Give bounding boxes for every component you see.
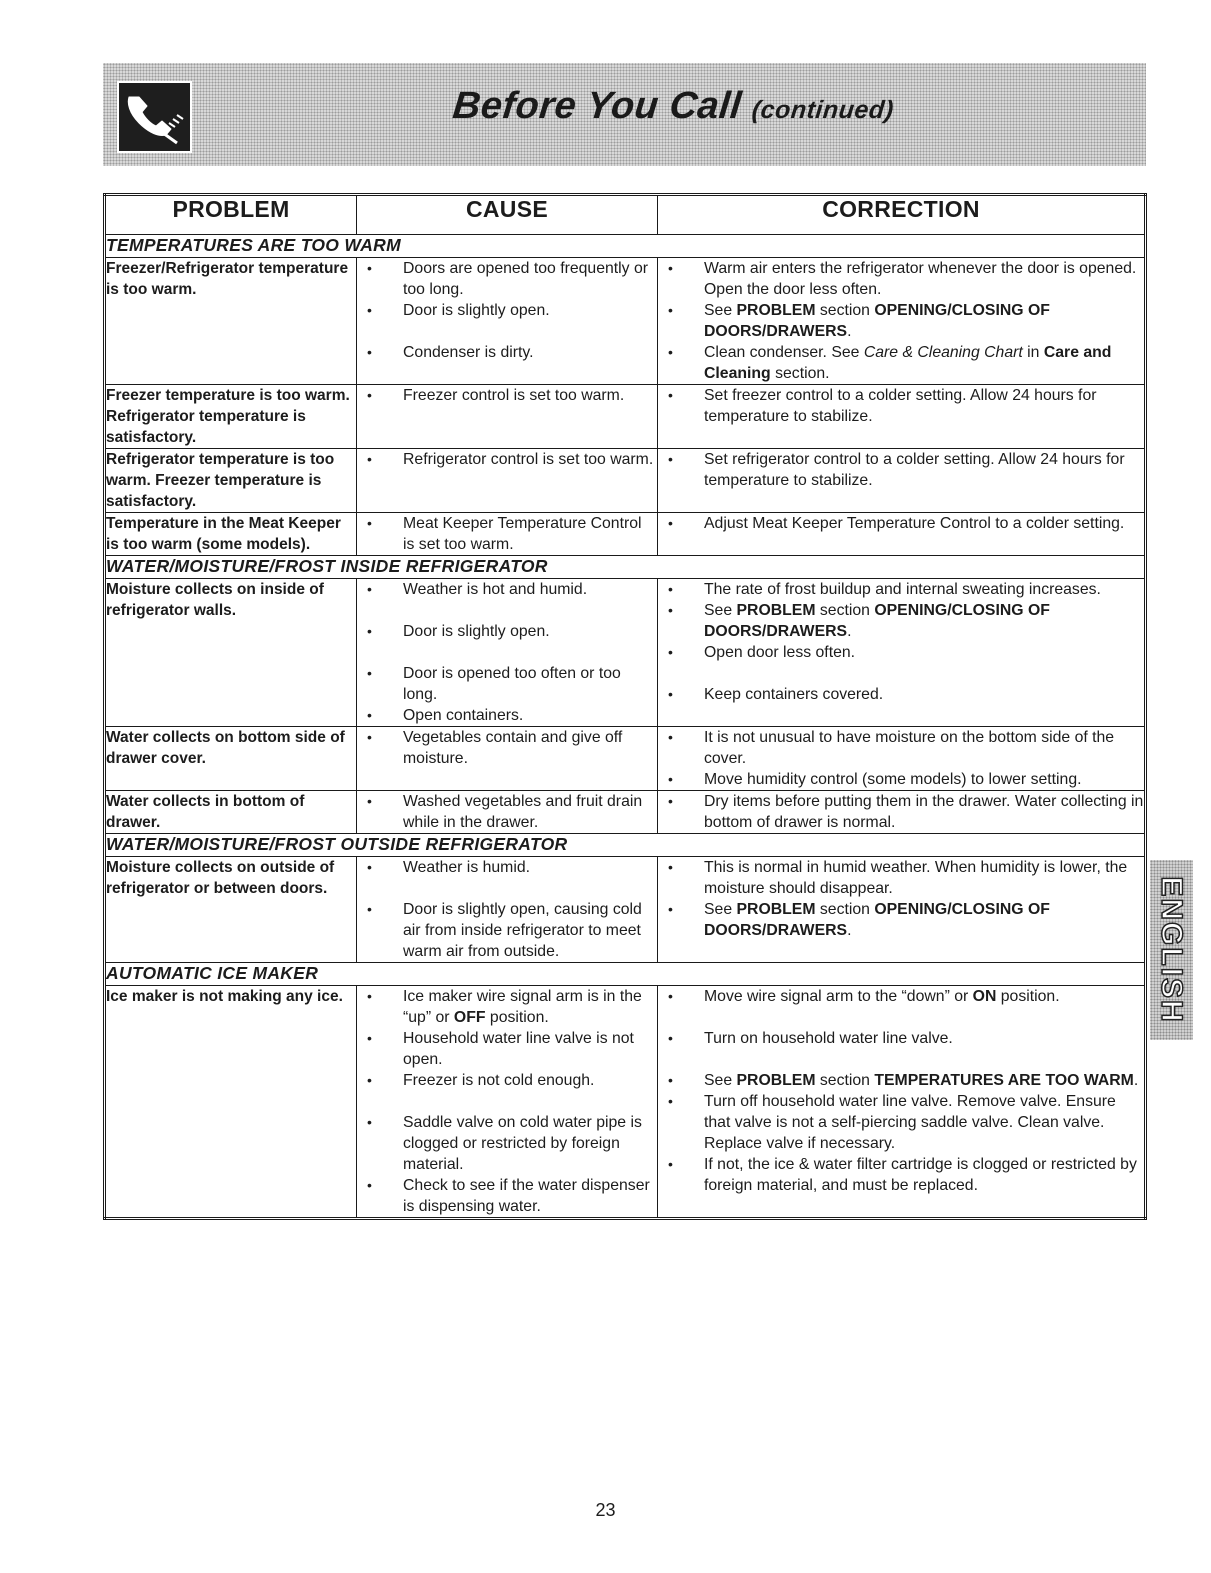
correction-item: • Adjust Meat Keeper Temperature Control to a colder setting. [658, 513, 1144, 534]
language-tab-label: ENGLISH [1155, 876, 1188, 1024]
table-row [105, 385, 1146, 449]
correction-item: • Move humidity control (some models) to lower setting. [658, 769, 1144, 790]
correction-item: • Set refrigerator control to a colder setting. Allow 24 hours for temperature to stabilize. [658, 449, 1144, 491]
cause-cell [357, 258, 658, 385]
correction-item: • Dry items before putting them in the drawer. Water collecting in bottom of drawer is normal. [658, 791, 1144, 833]
cause-item: • Condenser is dirty. [357, 342, 657, 363]
cause-cell [357, 579, 658, 727]
cause-item: • Check to see if the water dispenser is dispensing water. [357, 1175, 657, 1217]
cause-cell [357, 727, 658, 791]
problem-cell: Temperature in the Meat Keeper is too warm (some models). [105, 513, 357, 556]
cause-cell [357, 385, 658, 449]
cause-cell [357, 513, 658, 556]
cause-item: • Freezer control is set too warm. [357, 385, 657, 406]
page-number: 23 [595, 1500, 616, 1520]
column-header-correction: CORRECTION [658, 195, 1146, 235]
cause-item: • Freezer is not cold enough. [357, 1070, 657, 1091]
column-header-problem: PROBLEM [105, 195, 357, 235]
cause-item: • Washed vegetables and fruit drain while in the drawer. [357, 791, 657, 833]
cause-cell [357, 986, 658, 1219]
correction-item: • See PROBLEM section OPENING/CLOSING OF DOORS/DRAWERS. [658, 899, 1144, 941]
cause-item: • Door is slightly open. [357, 300, 657, 321]
problem-cell: Freezer/Refrigerator temperature is too warm. [105, 258, 357, 385]
cause-item: • Door is slightly open. [357, 621, 657, 642]
page-title: Before You Call (continued) [450, 85, 896, 127]
section-title: AUTOMATIC ICE MAKER [105, 963, 1146, 986]
problem-cell: Water collects in bottom of drawer. [105, 791, 357, 834]
table-row [105, 513, 1146, 556]
table-row [105, 727, 1146, 791]
correction-item: • This is normal in humid weather. When humidity is lower, the moisture should disappear. [658, 857, 1144, 899]
correction-item: • If not, the ice & water filter cartridge is clogged or restricted by foreign material, and must be replaced. [658, 1154, 1144, 1196]
correction-item: • It is not unusual to have moisture on the bottom side of the cover. [658, 727, 1144, 769]
correction-cell [658, 579, 1146, 727]
correction-item: • Set freezer control to a colder setting. Allow 24 hours for temperature to stabilize. [658, 385, 1144, 427]
correction-cell [658, 385, 1146, 449]
correction-item: • See PROBLEM section OPENING/CLOSING OF DOORS/DRAWERS. [658, 600, 1144, 642]
correction-item: • Turn on household water line valve. [658, 1028, 1144, 1049]
cause-item: • Refrigerator control is set too warm. [357, 449, 657, 470]
cause-item: • Weather is humid. [357, 857, 657, 878]
correction-item: • The rate of frost buildup and internal sweating increases. [658, 579, 1144, 600]
cause-cell [357, 449, 658, 513]
correction-item: • Warm air enters the refrigerator whenever the door is opened. Open the door less often. [658, 258, 1144, 300]
table-row [105, 579, 1146, 727]
cause-item: • Door is opened too often or too long. [357, 663, 657, 705]
problem-cell: Water collects on bottom side of drawer cover. [105, 727, 357, 791]
cause-item: • Household water line valve is not open. [357, 1028, 657, 1070]
section-row [105, 235, 1146, 258]
problem-cell: Moisture collects on outside of refrigerator or between doors. [105, 857, 357, 963]
correction-item: • See PROBLEM section OPENING/CLOSING OF DOORS/DRAWERS. [658, 300, 1144, 342]
correction-item: • Keep containers covered. [658, 684, 1144, 705]
cause-item: • Vegetables contain and give off moisture. [357, 727, 657, 769]
cause-cell [357, 857, 658, 963]
table-row [105, 258, 1146, 385]
problem-cell: Ice maker is not making any ice. [105, 986, 357, 1219]
problem-cell: Refrigerator temperature is too warm. Freezer temperature is satisfactory. [105, 449, 357, 513]
cause-item: • Saddle valve on cold water pipe is clogged or restricted by foreign material. [357, 1112, 657, 1175]
problem-cell: Moisture collects on inside of refrigerator walls. [105, 579, 357, 727]
telephone-icon [117, 81, 192, 153]
cause-item: • Ice maker wire signal arm is in the “up” or OFF position. [357, 986, 657, 1028]
table-body [105, 235, 1146, 1219]
section-title: WATER/MOISTURE/FROST OUTSIDE REFRIGERATOR [105, 834, 1146, 857]
correction-item: • Clean condenser. See Care & Cleaning Chart in Care and Cleaning section. [658, 342, 1144, 384]
cause-item: • Doors are opened too frequently or too long. [357, 258, 657, 300]
correction-cell [658, 791, 1146, 834]
correction-cell [658, 258, 1146, 385]
correction-item: • Open door less often. [658, 642, 1144, 663]
troubleshooting-table [103, 193, 1147, 1220]
section-title: TEMPERATURES ARE TOO WARM [105, 235, 1146, 258]
problem-cell: Freezer temperature is too warm. Refrigerator temperature is satisfactory. [105, 385, 357, 449]
table-row [105, 791, 1146, 834]
correction-cell [658, 513, 1146, 556]
cause-item: • Door is slightly open, causing cold air from inside refrigerator to meet warm air from outside. [357, 899, 657, 962]
column-header-cause: CAUSE [357, 195, 658, 235]
section-row [105, 556, 1146, 579]
cause-item: • Open containers. [357, 705, 657, 726]
section-row [105, 963, 1146, 986]
table-row [105, 449, 1146, 513]
table-header-row [105, 195, 1146, 235]
cause-item: • Meat Keeper Temperature Control is set too warm. [357, 513, 657, 555]
correction-cell [658, 986, 1146, 1219]
language-tab [1150, 860, 1193, 1040]
section-title: WATER/MOISTURE/FROST INSIDE REFRIGERATOR [105, 556, 1146, 579]
header-banner [103, 63, 1146, 166]
cause-cell [357, 791, 658, 834]
correction-item: • Turn off household water line valve. Remove valve. Ensure that valve is not a self-piercing saddle valve. Clean valve. Replace valve if necessary. [658, 1091, 1144, 1154]
correction-cell [658, 857, 1146, 963]
cause-item: • Weather is hot and humid. [357, 579, 657, 600]
section-row [105, 834, 1146, 857]
correction-item: • Move wire signal arm to the “down” or ON position. [658, 986, 1144, 1007]
correction-cell [658, 449, 1146, 513]
correction-item: • See PROBLEM section TEMPERATURES ARE TOO WARM. [658, 1070, 1144, 1091]
table-row [105, 986, 1146, 1219]
correction-cell [658, 727, 1146, 791]
table-row [105, 857, 1146, 963]
